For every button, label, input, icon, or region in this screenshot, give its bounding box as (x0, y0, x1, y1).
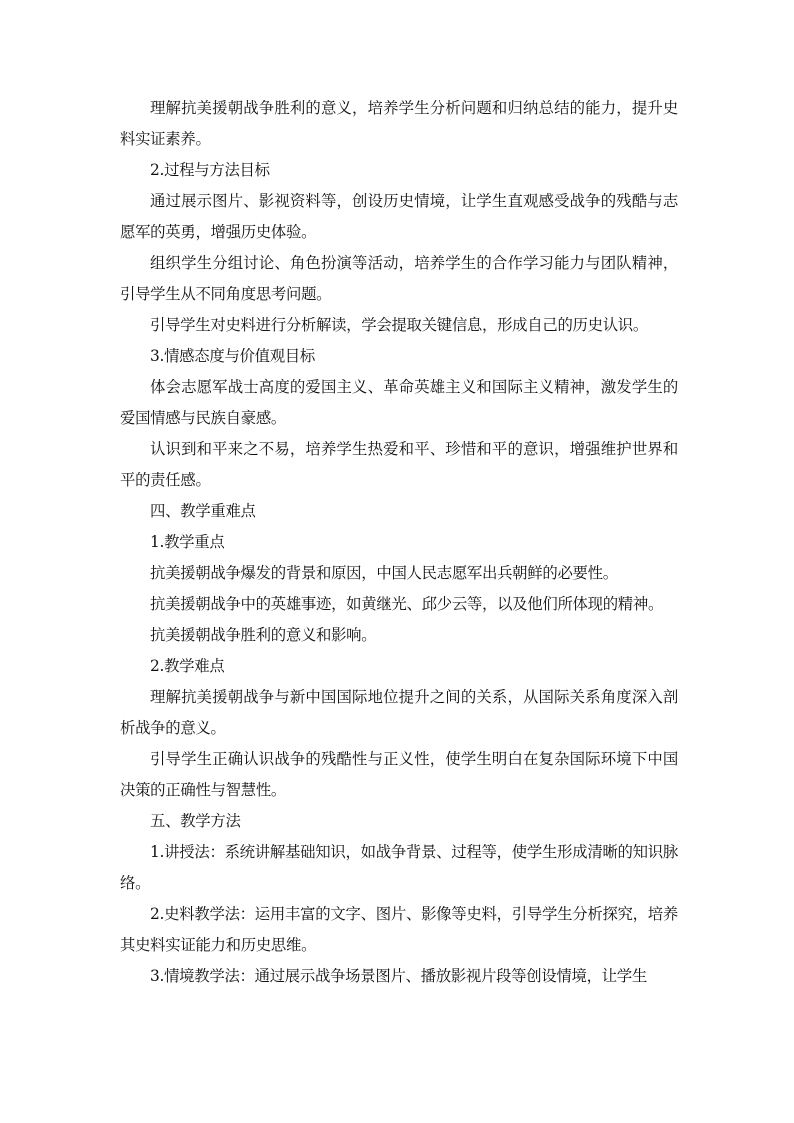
paragraph-source-teaching-method: 2.史料教学法：运用丰富的文字、图片、影像等史料，引导学生分析探究，培养其史料实证能力和历史思维。 (120, 905, 678, 954)
heading-key-difficult-points: 四、教学重难点 (150, 502, 256, 520)
paragraph-patriotism: 体会志愿军战士高度的爱国主义、革命英雄主义和国际主义精神，激发学生的爱国情感与民族自豪感。 (120, 378, 678, 427)
paragraph-heroes: 抗美援朝战争中的英雄事迹，如黄继光、邱少云等，以及他们所体现的精神。 (150, 595, 664, 613)
heading-teaching-difficulties: 2.教学难点 (150, 657, 225, 675)
heading-teaching-methods: 五、教学方法 (150, 812, 241, 830)
heading-teaching-key-points: 1.教学重点 (150, 533, 225, 551)
document-body (120, 93, 678, 992)
paragraph-source-analysis: 引导学生对史料进行分析解读，学会提取关键信息，形成自己的历史认识。 (150, 316, 648, 334)
heading-emotion-values-goals: 3.情感态度与价值观目标 (150, 347, 315, 365)
paragraph-peace: 认识到和平来之不易，培养学生热爱和平、珍惜和平的意识，增强维护世界和平的责任感。 (120, 440, 678, 489)
paragraph-significance-understanding: 理解抗美援朝战争胜利的意义，培养学生分析问题和归纳总结的能力，提升史料实证素养。 (120, 99, 678, 148)
paragraph-images-film: 通过展示图片、影视资料等，创设历史情境，让学生直观感受战争的残酷与志愿军的英勇，增强历史体验。 (120, 192, 678, 241)
heading-process-method-goals: 2.过程与方法目标 (150, 161, 270, 179)
paragraph-international-status: 理解抗美援朝战争与新中国国际地位提升之间的关系，从国际关系角度深入剖析战争的意义。 (120, 688, 678, 737)
paragraph-group-discussion: 组织学生分组讨论、角色扮演等活动，培养学生的合作学习能力与团队精神，引导学生从不同角度思考问题。 (120, 254, 678, 303)
paragraph-situational-method: 3.情境教学法：通过展示战争场景图片、播放影视片段等创设情境，让学生 (150, 967, 647, 985)
paragraph-lecture-method: 1.讲授法：系统讲解基础知识，如战争背景、过程等，使学生形成清晰的知识脉络。 (120, 843, 678, 892)
paragraph-war-background: 抗美援朝战争爆发的背景和原因，中国人民志愿军出兵朝鲜的必要性。 (150, 564, 618, 582)
paragraph-war-nature: 引导学生正确认识战争的残酷性与正义性，使学生明白在复杂国际环境下中国决策的正确性与智慧性。 (120, 750, 678, 799)
paragraph-victory-significance: 抗美援朝战争胜利的意义和影响。 (150, 626, 377, 644)
